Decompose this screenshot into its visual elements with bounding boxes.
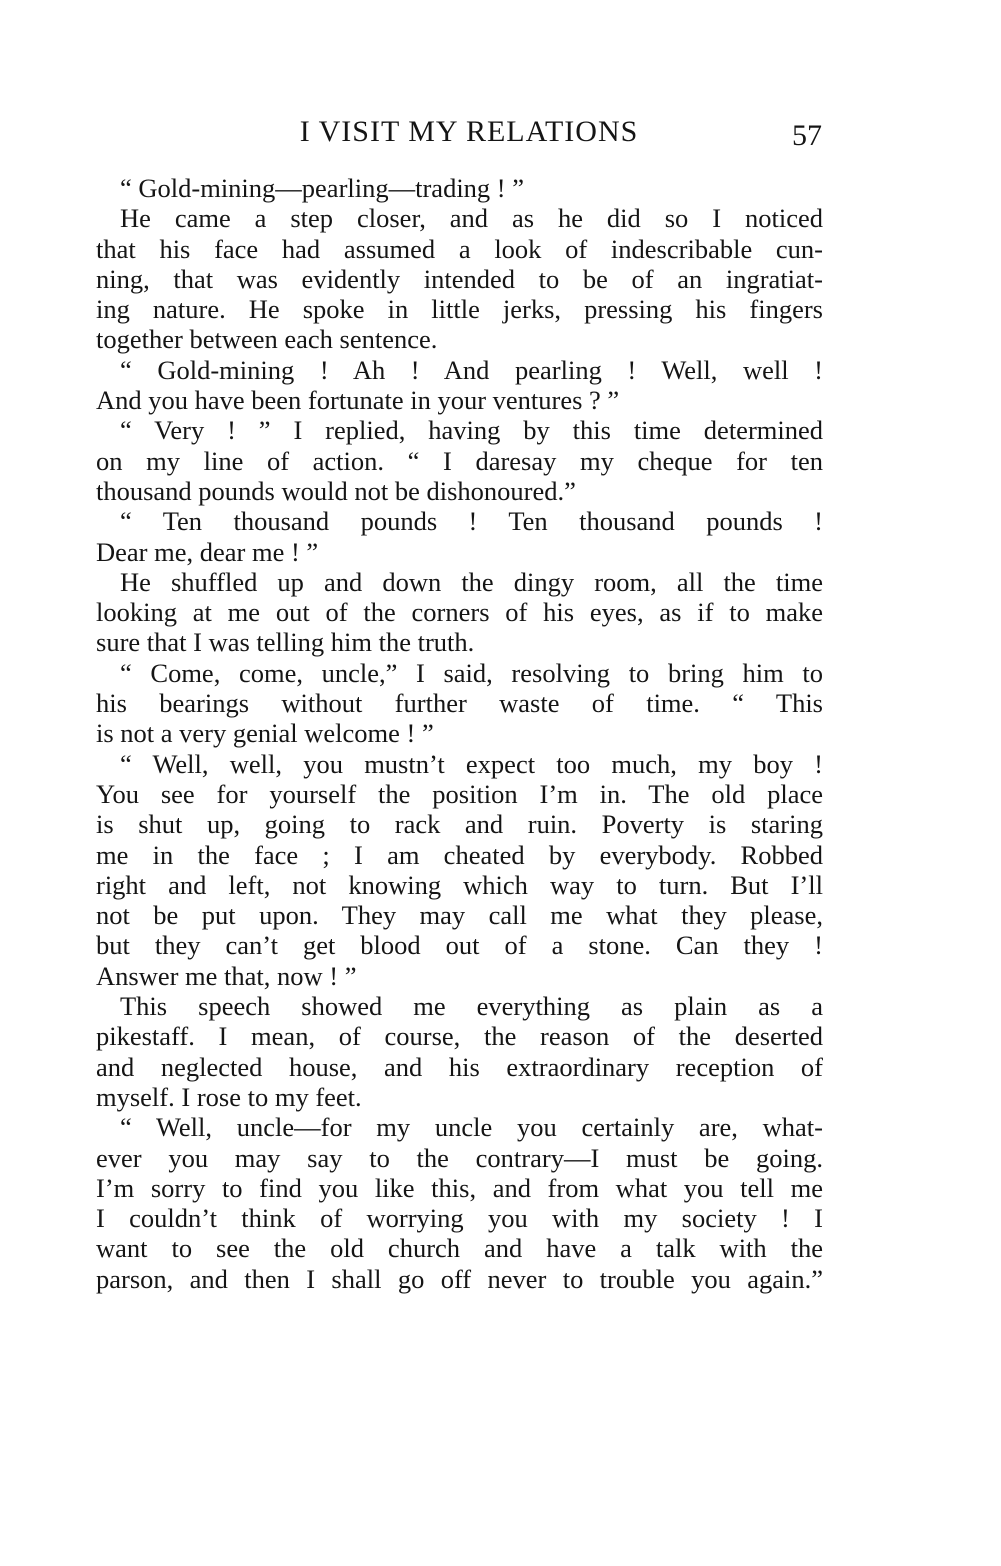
- text-line: parson, and then I shall go off never to trouble you again.”: [96, 1263, 823, 1294]
- text-line: “ Very ! ” I replied, having by this time determined: [120, 415, 823, 446]
- text-line: “ Gold-mining ! Ah ! And pearling ! Well, well !: [120, 354, 823, 385]
- text-line: “ Ten thousand pounds ! Ten thousand pounds !: [120, 506, 823, 537]
- text-line: want to see the old church and have a talk with the: [96, 1233, 823, 1264]
- text-line: is shut up, going to rack and ruin. Poverty is staring: [96, 809, 823, 840]
- text-line: but they can’t get blood out of a stone. Can they !: [96, 930, 823, 961]
- text-line: looking at me out of the corners of his eyes, as if to make: [96, 597, 823, 628]
- text-line: his bearings without further waste of time. “ This: [96, 688, 823, 719]
- text-line: Dear me, dear me ! ”: [96, 536, 319, 567]
- text-line: me in the face ; I am cheated by everybody. Robbed: [96, 839, 823, 870]
- running-header: [96, 116, 822, 152]
- text-line: ever you may say to the contrary—I must be going.: [96, 1142, 823, 1173]
- page-number: 57: [792, 119, 822, 152]
- text-line: ning, that was evidently intended to be of an ingratiat-: [96, 263, 823, 294]
- text-line: right and left, not knowing which way to turn. But I’ll: [96, 869, 823, 900]
- text-line: on my line of action. “ I daresay my cheque for ten: [96, 445, 823, 476]
- text-line: sure that I was telling him the truth.: [96, 627, 475, 658]
- text-line: And you have been fortunate in your ventures ? ”: [96, 385, 620, 416]
- text-line: Answer me that, now ! ”: [96, 960, 357, 991]
- text-line: You see for yourself the position I’m in. The old place: [96, 778, 823, 809]
- text-line: together between each sentence.: [96, 324, 438, 355]
- text-line: He came a step closer, and as he did so I noticed: [120, 203, 823, 234]
- text-line: I’m sorry to find you like this, and from what you tell me: [96, 1172, 823, 1203]
- body-text: [96, 173, 823, 1294]
- chapter-title: I VISIT MY RELATIONS: [299, 115, 639, 148]
- text-line: and neglected house, and his extraordinary reception of: [96, 1051, 823, 1082]
- text-line: “ Well, uncle—for my uncle you certainly are, what-: [120, 1112, 823, 1143]
- text-line: not be put upon. They may call me what they please,: [96, 900, 823, 931]
- text-line: I couldn’t think of worrying you with my society ! I: [96, 1203, 823, 1234]
- text-line: He shuffled up and down the dingy room, all the time: [120, 566, 823, 597]
- text-line: ing nature. He spoke in little jerks, pressing his fingers: [96, 294, 823, 325]
- text-line: that his face had assumed a look of indescribable cun-: [96, 233, 823, 264]
- text-line: “ Come, come, uncle,” I said, resolving to bring him to: [120, 657, 823, 688]
- text-line: is not a very genial welcome ! ”: [96, 718, 434, 749]
- text-line: “ Well, well, you mustn’t expect too much, my boy !: [120, 748, 823, 779]
- text-line: “ Gold-mining—pearling—trading ! ”: [120, 173, 525, 203]
- text-line: myself. I rose to my feet.: [96, 1081, 362, 1112]
- text-line: pikestaff. I mean, of course, the reason of the deserted: [96, 1021, 823, 1052]
- text-line: thousand pounds would not be dishonoured.”: [96, 475, 576, 506]
- text-line: This speech showed me everything as plain as a: [120, 991, 823, 1022]
